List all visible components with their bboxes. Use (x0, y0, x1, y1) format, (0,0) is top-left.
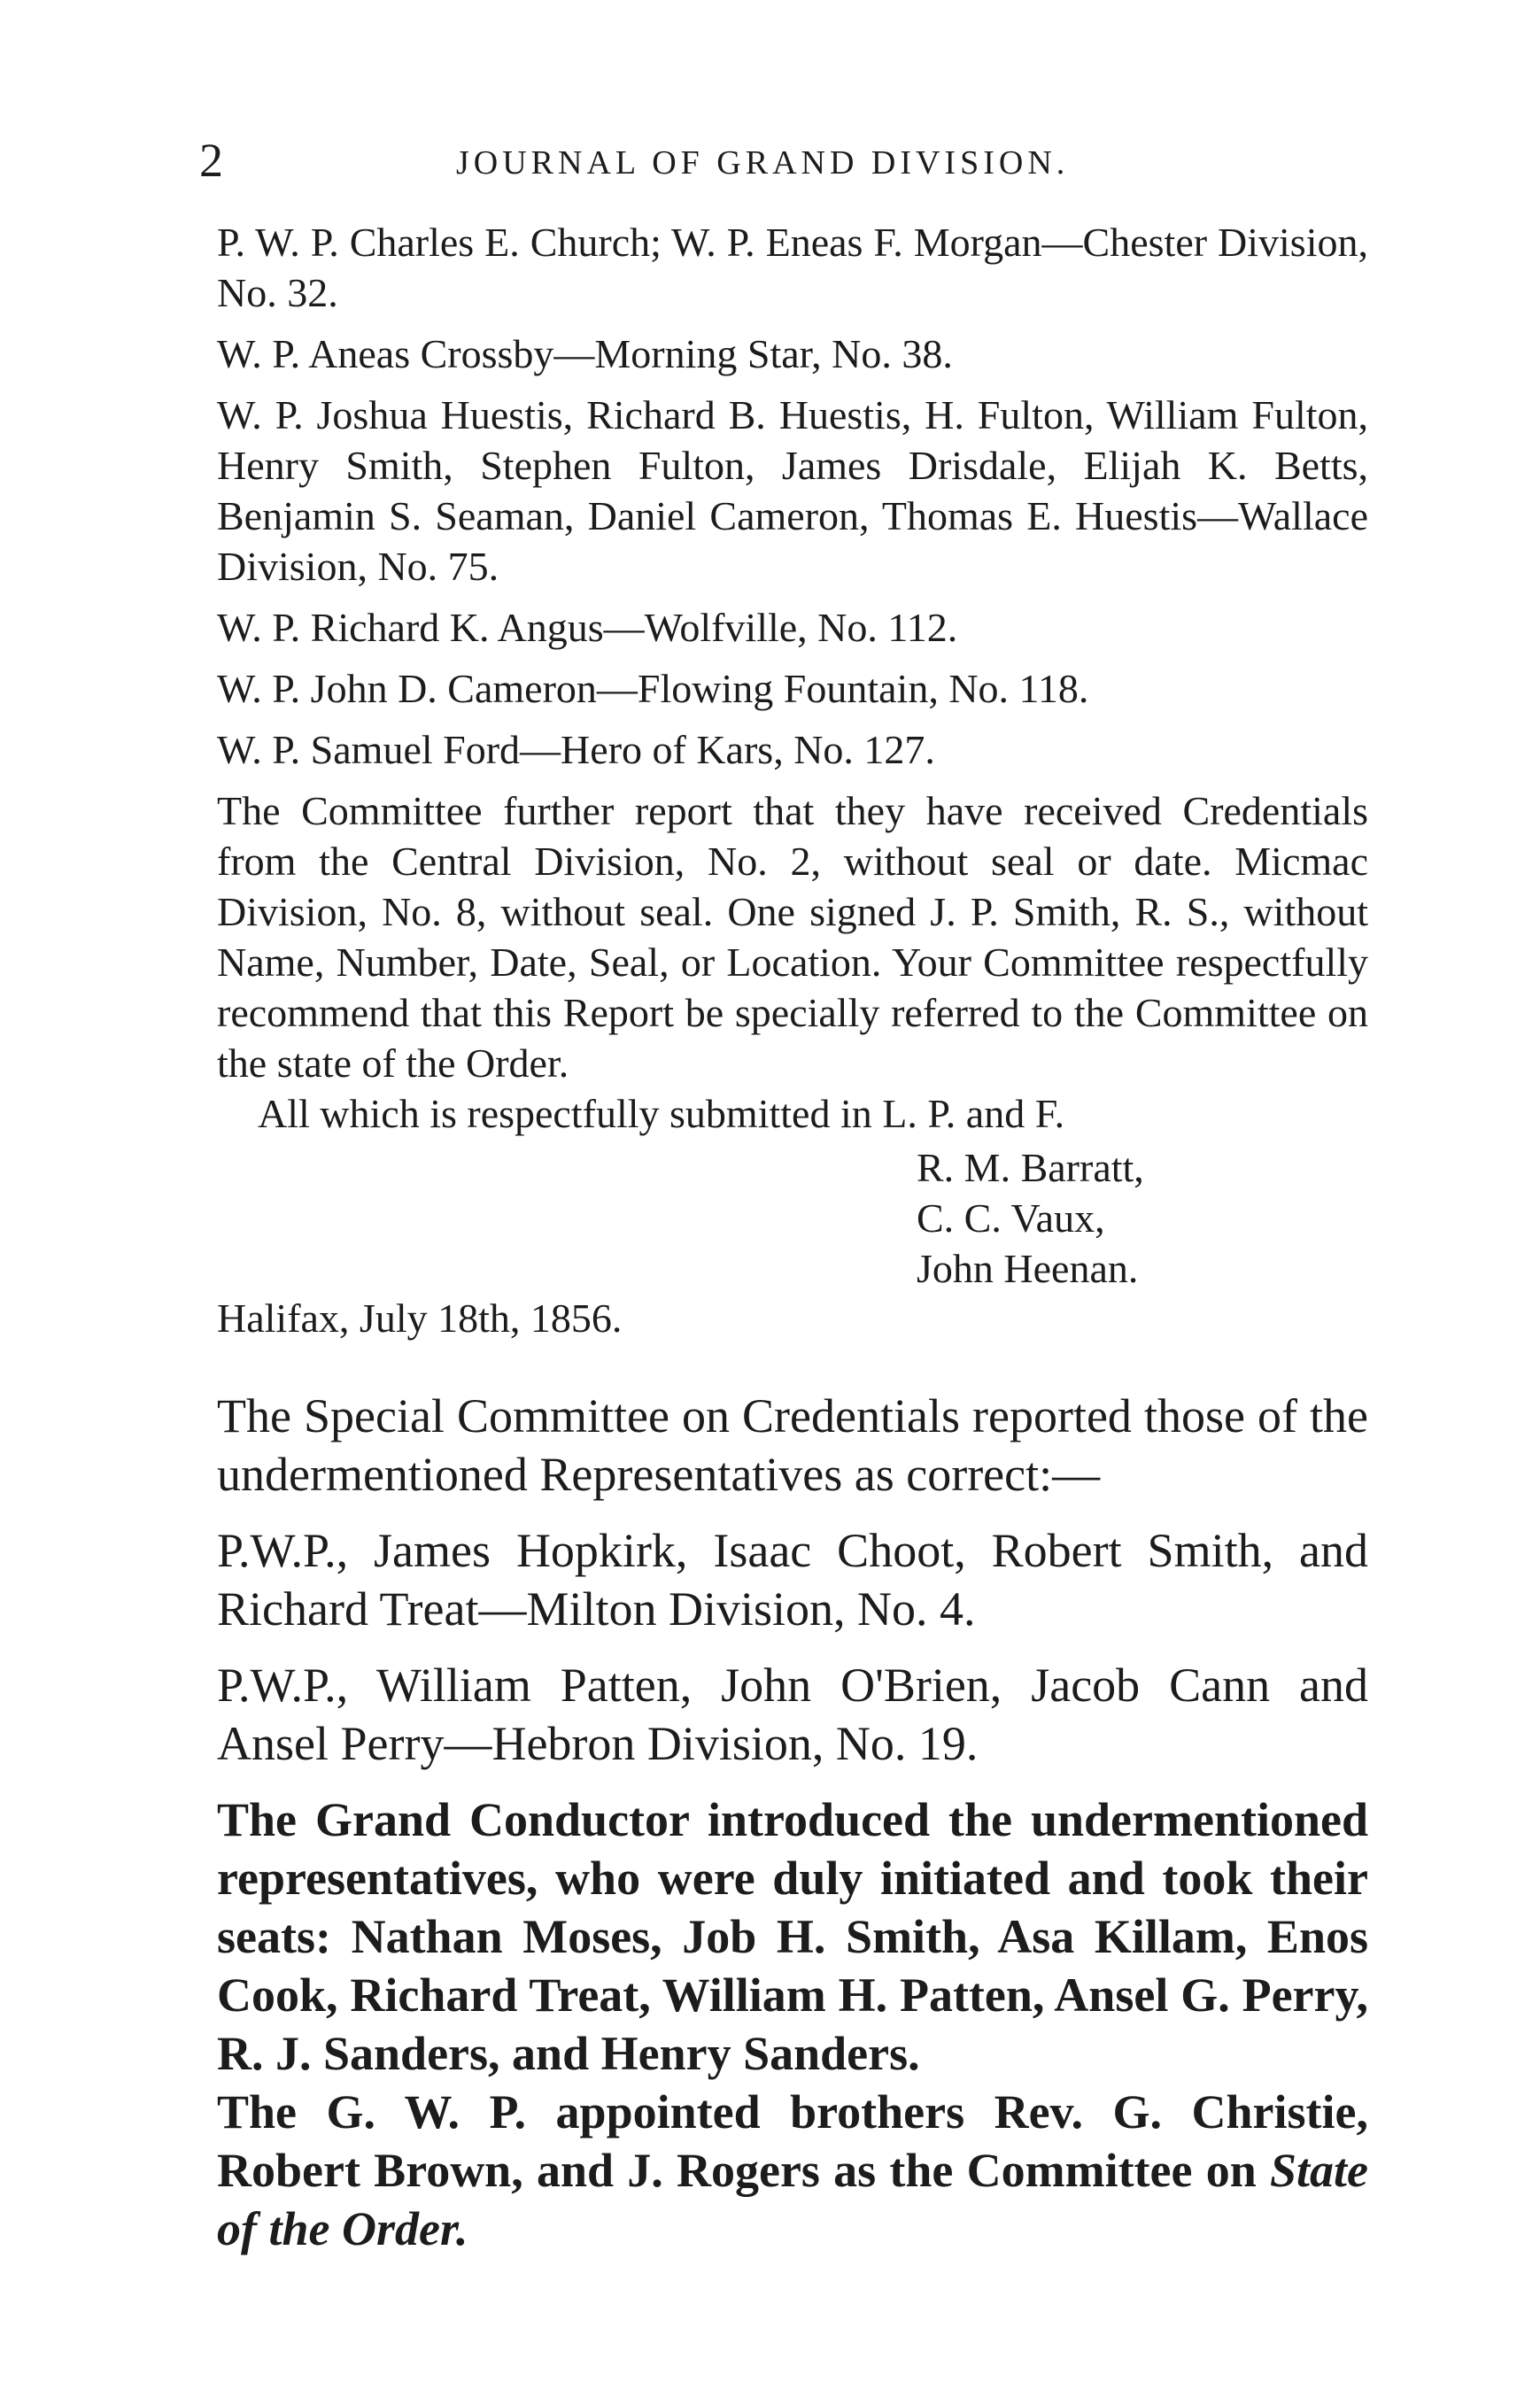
entry-wolfville: W. P. Richard K. Angus—Wolfville, No. 112. (217, 605, 958, 650)
closing-line: All which is respectfully submitted in L. P. and F. (258, 1091, 1065, 1136)
running-head: JOURNAL OF GRAND DIVISION. (456, 144, 1070, 182)
representatives-hebron: P.W.P., William Patten, John O'Brien, Jacob Cann and Ansel Perry—Hebron Division, No. 19. (217, 1659, 1368, 1770)
entry-flowing-fountain: W. P. John D. Cameron—Flowing Fountain, No. 118. (217, 666, 1089, 711)
appointment-italic-tail: State of the Order. (217, 2144, 1368, 2255)
committee-report: The Committee further report that they have received Credentials from the Central Division, No. 2, without seal or date. Micmac Division, No. 8, without seal. One signed J. P. Smith, R. S., without Name, Number, Date, Seal, or Location. Your Committee respectfully recommend that this Report be specially referred to the Committee on the state of the Order. (217, 788, 1368, 1086)
signature-vaux: C. C. Vaux, (917, 1195, 1105, 1241)
appointment-text: The G. W. P. appointed brothers Rev. G. Christie, Robert Brown, and J. Rogers as the Committee on (217, 2085, 1368, 2197)
signature-barratt: R. M. Barratt, (917, 1145, 1144, 1190)
later-proceedings (217, 1387, 1368, 2258)
appointment-paragraph (217, 2083, 1368, 2258)
signature-heenan: John Heenan. (917, 1246, 1139, 1291)
entry-wallace: W. P. Joshua Huestis, Richard B. Huestis, H. Fulton, William Fulton, Henry Smith, Stephen Fulton, James Drisdale, Elijah K. Betts, Benjamin S. Seaman, Daniel Cameron, Thomas E. Huestis—Wallace Division, No. 75. (217, 392, 1368, 589)
entry-hero-of-kars: W. P. Samuel Ford—Hero of Kars, No. 127. (217, 727, 935, 772)
special-committee-report: The Special Committee on Credentials reported those of the undermentioned Representatives as correct:— (217, 1389, 1368, 1501)
credentials-list (217, 217, 1368, 1355)
signatories (917, 1142, 1144, 1294)
representatives-milton: P.W.P., James Hopkirk, Isaac Choot, Robert Smith, and Richard Treat—Milton Division, No. 4. (217, 1524, 1368, 1636)
entry-morning-star: W. P. Aneas Crossby—Morning Star, No. 38. (217, 331, 953, 376)
dateline: Halifax, July 18th, 1856. (217, 1295, 623, 1341)
body-text (217, 217, 1368, 2276)
conductor-paragraph: The Grand Conductor introduced the undermentioned representatives, who were duly initiated and took their seats: Nathan Moses, Job H. Smith, Asa Killam, Enos Cook, Richard Treat, William H. Patten, Ansel G. Perry, R. J. Sanders, and Henry Sanders. (217, 1793, 1368, 2080)
signature-block (217, 1142, 1368, 1355)
page-header (199, 133, 1368, 195)
entry-chester: P. W. P. Charles E. Church; W. P. Eneas F. Morgan—Chester Division, No. 32. (217, 220, 1368, 315)
page-number: 2 (199, 134, 223, 187)
